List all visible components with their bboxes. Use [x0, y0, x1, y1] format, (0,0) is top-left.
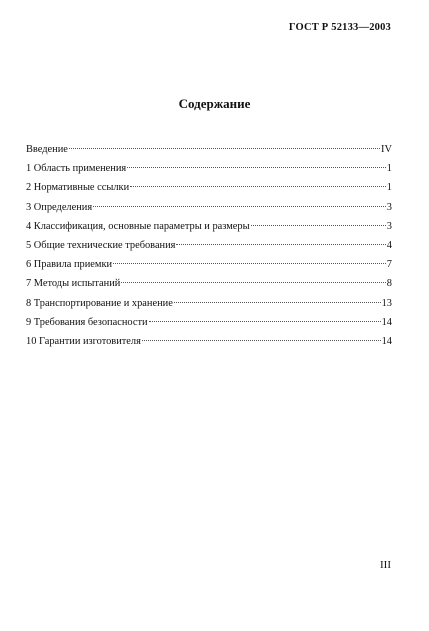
dot-leader — [174, 302, 381, 303]
toc-entry-label: 4 Классификация, основные параметры и размеры — [26, 220, 250, 232]
toc-entry-general-requirements[interactable] — [26, 236, 392, 255]
toc-entry-label: 2 Нормативные ссылки — [26, 182, 130, 194]
toc-entry-page: 3 — [386, 201, 392, 213]
toc-entry-page: 14 — [381, 335, 392, 347]
toc-entry-page: 13 — [381, 297, 392, 309]
dot-leader — [121, 282, 385, 283]
toc-entry-manufacturer-warranty[interactable] — [26, 332, 392, 351]
toc-entry-acceptance-rules[interactable] — [26, 255, 392, 274]
dot-leader — [176, 244, 385, 245]
dot-leader — [69, 148, 380, 149]
toc-entry-introduction[interactable] — [26, 140, 392, 159]
dot-leader — [130, 186, 386, 187]
toc-entry-page: IV — [381, 144, 392, 155]
dot-leader — [149, 321, 381, 322]
toc-entry-label: 10 Гарантии изготовителя — [26, 335, 141, 347]
table-of-contents — [26, 140, 392, 351]
document-header: ГОСТ Р 52133—2003 — [288, 22, 391, 33]
toc-entry-page: 1 — [386, 163, 392, 175]
toc-entry-page: 1 — [386, 182, 392, 194]
toc-entry-label: 5 Общие технические требования — [26, 239, 176, 251]
toc-entry-page: 14 — [381, 316, 392, 328]
toc-entry-classification[interactable] — [26, 217, 392, 236]
toc-entry-page: 4 — [386, 239, 392, 251]
toc-entry-safety-requirements[interactable] — [26, 313, 392, 332]
toc-entry-label: 7 Методы испытаний — [26, 278, 121, 290]
toc-entry-page: 3 — [386, 220, 392, 232]
toc-entry-scope[interactable] — [26, 159, 392, 178]
dot-leader — [251, 225, 386, 226]
dot-leader — [93, 206, 386, 207]
dot-leader — [142, 340, 381, 341]
page-number: III — [380, 559, 391, 571]
toc-entry-label: Введение — [26, 144, 68, 155]
toc-entry-normative-references[interactable] — [26, 178, 392, 197]
toc-entry-transport-storage[interactable] — [26, 294, 392, 313]
dot-leader — [127, 167, 386, 168]
toc-entry-label: 3 Определения — [26, 201, 93, 213]
toc-title: Содержание — [178, 96, 251, 111]
dot-leader — [113, 263, 386, 264]
toc-entry-page: 7 — [386, 259, 392, 271]
toc-entry-label: 8 Транспортирование и хранение — [26, 297, 173, 309]
toc-entry-page: 8 — [386, 278, 392, 290]
toc-entry-definitions[interactable] — [26, 198, 392, 217]
toc-entry-label: 6 Правила приемки — [26, 259, 113, 271]
toc-entry-test-methods[interactable] — [26, 274, 392, 293]
toc-entry-label: 1 Область применения — [26, 163, 127, 175]
toc-entry-label: 9 Требования безопасности — [26, 316, 148, 328]
